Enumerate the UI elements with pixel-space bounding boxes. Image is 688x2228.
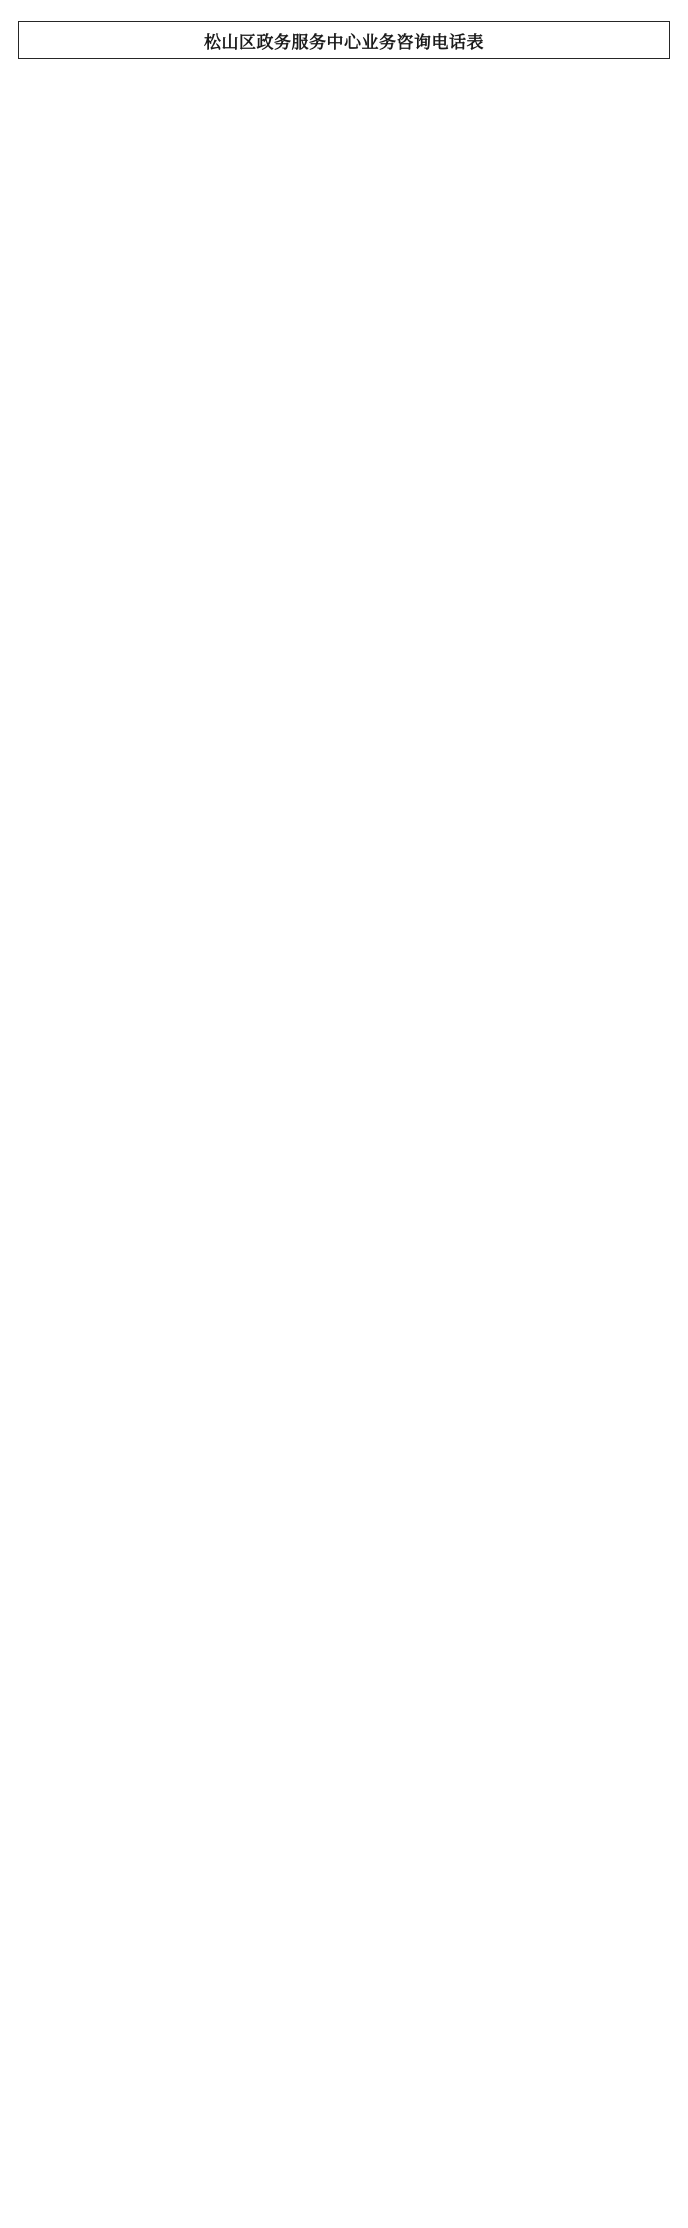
table-title: 松山区政务服务中心业务咨询电话表 bbox=[19, 22, 670, 59]
table-header bbox=[19, 22, 670, 59]
phone-directory-table bbox=[18, 21, 670, 59]
title-row bbox=[19, 22, 670, 59]
